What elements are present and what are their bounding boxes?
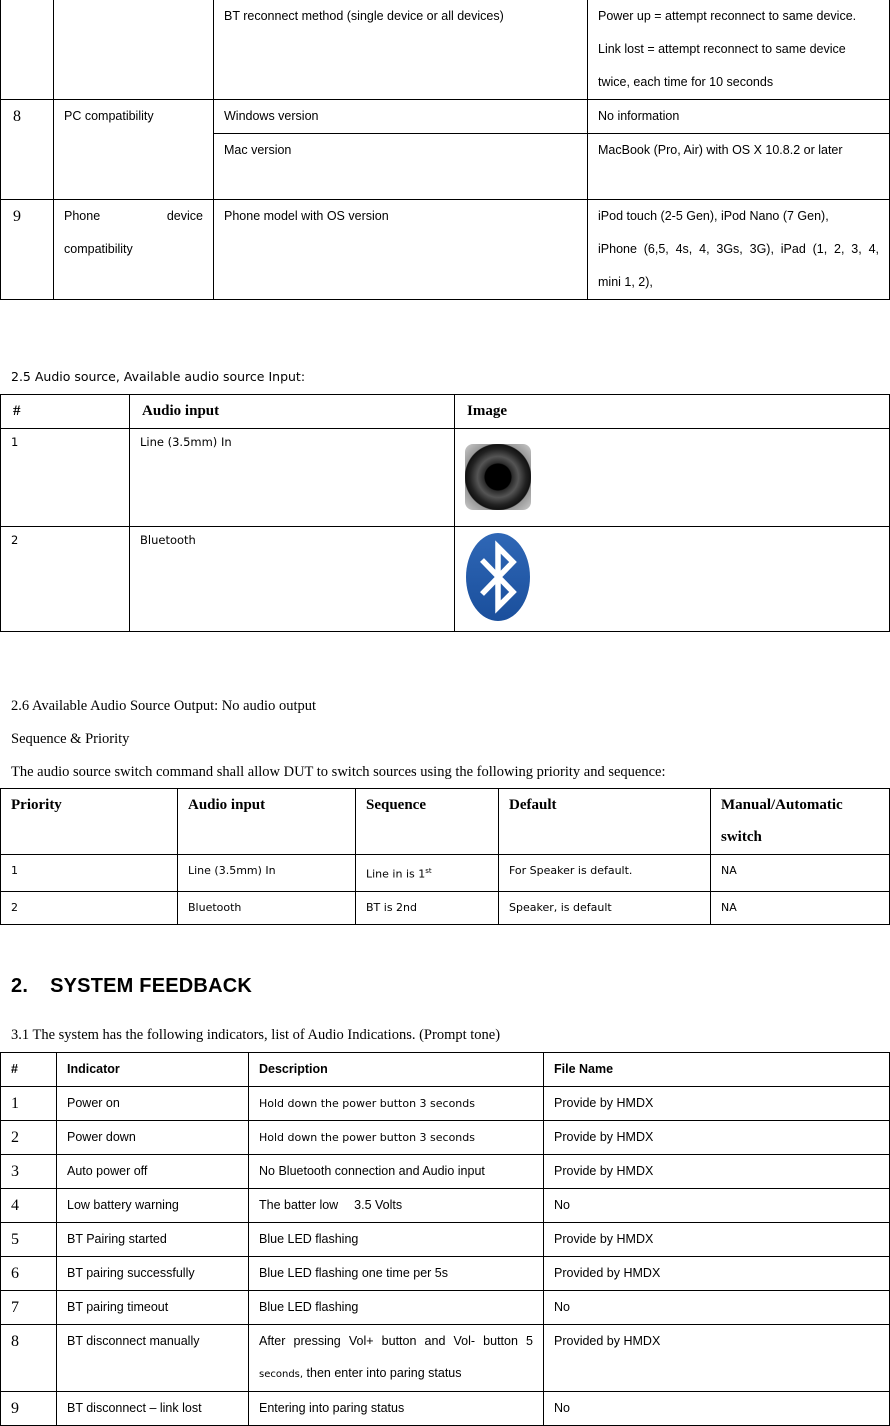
indicator-cell: BT pairing timeout	[57, 1291, 249, 1325]
header-audio-input: Audio input	[178, 789, 356, 855]
description-cell	[249, 1325, 544, 1392]
header-indicator: Indicator	[57, 1053, 249, 1087]
table-row	[1, 100, 890, 134]
description-cell: Blue LED flashing	[249, 1291, 544, 1325]
indicator-cell: BT disconnect – link lost	[57, 1392, 249, 1426]
header-file-name: File Name	[544, 1053, 890, 1087]
detail-line: mini 1, 2),	[598, 275, 653, 289]
header-description: Description	[249, 1053, 544, 1087]
file-name-cell: Provide by HMDX	[544, 1155, 890, 1189]
description-line	[259, 1357, 533, 1391]
file-name-cell: No	[544, 1291, 890, 1325]
detail-cell	[588, 200, 890, 300]
row-number: 2	[1, 1121, 57, 1155]
sequence-cell: BT is 2nd	[356, 891, 499, 924]
feature-line: compatibility	[64, 242, 133, 256]
item-cell: Windows version	[214, 100, 588, 134]
table-header-row	[1, 1053, 890, 1087]
file-name-cell: Provide by HMDX	[544, 1121, 890, 1155]
row-number: 2	[1, 527, 130, 632]
priority-table	[0, 788, 890, 925]
header-image: Image	[455, 395, 890, 429]
item-cell: BT reconnect method (single device or all devices)	[214, 0, 588, 100]
file-name-cell: Provide by HMDX	[544, 1087, 890, 1121]
feature-cell	[54, 0, 214, 100]
indicator-cell: Low battery warning	[57, 1189, 249, 1223]
row-number: 6	[1, 1257, 57, 1291]
file-name-cell: No	[544, 1392, 890, 1426]
table-row	[1, 1325, 890, 1392]
description-small: seconds,	[259, 1369, 304, 1380]
detail-line: iPhone (6,5, 4s, 4, 3Gs, 3G), iPad (1, 2, 3, 4,	[598, 242, 879, 256]
indicator-cell: Auto power off	[57, 1155, 249, 1189]
indicator-cell: BT Pairing started	[57, 1223, 249, 1257]
detail-line: iPod touch (2-5 Gen), iPod Nano (7 Gen),	[598, 209, 829, 223]
audio-input-cell: Bluetooth	[178, 891, 356, 924]
priority-cell: 2	[1, 891, 178, 924]
switch-cell: NA	[711, 891, 890, 924]
row-number: 8	[1, 1325, 57, 1392]
feature-cell: PC compatibility	[54, 100, 214, 200]
detail-cell: MacBook (Pro, Air) with OS X 10.8.2 or later	[588, 134, 890, 200]
section-2-6-subtitle: Sequence & Priority	[11, 731, 130, 747]
description-cell: Entering into paring status	[249, 1392, 544, 1426]
file-name-cell: Provide by HMDX	[544, 1223, 890, 1257]
table-header-row	[1, 395, 890, 429]
item-cell: Mac version	[214, 134, 588, 200]
indicator-cell: BT pairing successfully	[57, 1257, 249, 1291]
indicator-cell: BT disconnect manually	[57, 1325, 249, 1392]
row-index	[1, 0, 54, 100]
description-cell: No Bluetooth connection and Audio input	[249, 1155, 544, 1189]
compatibility-table	[0, 0, 890, 300]
section-2-5-title: 2.5 Audio source, Available audio source Input:	[11, 369, 306, 384]
table-row	[1, 429, 890, 527]
detail-cell: No information	[588, 100, 890, 134]
file-name-cell: Provided by HMDX	[544, 1325, 890, 1392]
section-number: 2.	[11, 975, 29, 997]
row-index: 9	[1, 200, 54, 300]
section-2-6-title: 2.6 Available Audio Source Output: No audio output	[11, 698, 317, 714]
description-cell: Hold down the power button 3 seconds	[249, 1121, 544, 1155]
description-line: After pressing Vol+ button and Vol- button 5	[259, 1334, 533, 1348]
header-switch-line: switch	[721, 829, 762, 845]
table-row	[1, 1121, 890, 1155]
sequence-text: Line in is 1	[366, 867, 426, 881]
header-sequence: Sequence	[356, 789, 499, 855]
section-title: SYSTEM FEEDBACK	[50, 975, 252, 997]
row-number: 1	[1, 429, 130, 527]
description-cell: Blue LED flashing	[249, 1223, 544, 1257]
file-name-cell: Provided by HMDX	[544, 1257, 890, 1291]
row-number: 1	[1, 1087, 57, 1121]
row-number: 9	[1, 1392, 57, 1426]
table-row	[1, 527, 890, 632]
detail-line: Power up = attempt reconnect to same device.	[598, 9, 857, 23]
header-audio-input: Audio input	[130, 395, 455, 429]
table-row	[1, 855, 890, 892]
table-row	[1, 0, 890, 100]
sequence-sup: st	[425, 867, 432, 875]
audio-input-cell: Bluetooth	[130, 527, 455, 632]
default-cell: For Speaker is default.	[499, 855, 711, 892]
description-cell: Blue LED flashing one time per 5s	[249, 1257, 544, 1291]
section-heading	[11, 975, 252, 998]
bluetooth-icon	[465, 532, 531, 622]
indicator-cell: Power on	[57, 1087, 249, 1121]
table-row	[1, 1189, 890, 1223]
item-cell: Phone model with OS version	[214, 200, 588, 300]
audio-jack-icon	[465, 444, 531, 510]
table-row	[1, 1257, 890, 1291]
image-cell	[455, 429, 890, 527]
table-row	[1, 1155, 890, 1189]
switch-cell: NA	[711, 855, 890, 892]
header-number: #	[1, 395, 130, 429]
table-row	[1, 1291, 890, 1325]
table-row	[1, 1087, 890, 1121]
sequence-cell	[356, 855, 499, 892]
description-rest: then enter into paring status	[303, 1366, 462, 1380]
file-name-cell: No	[544, 1189, 890, 1223]
table-header-row	[1, 789, 890, 855]
header-switch-line: Manual/Automatic	[721, 797, 843, 813]
table-row	[1, 891, 890, 924]
table-row	[1, 1392, 890, 1426]
row-number: 4	[1, 1189, 57, 1223]
indicator-table	[0, 1052, 890, 1426]
header-number: #	[1, 1053, 57, 1087]
priority-cell: 1	[1, 855, 178, 892]
audio-input-table	[0, 394, 890, 632]
row-number: 7	[1, 1291, 57, 1325]
description-cell: The batter low 3.5 Volts	[249, 1189, 544, 1223]
table-row	[1, 200, 890, 300]
section-intro: 3.1 The system has the following indicators, list of Audio Indications. (Prompt tone)	[11, 1027, 501, 1043]
section-2-6-description: The audio source switch command shall allow DUT to switch sources using the following priority and sequence:	[11, 764, 666, 780]
detail-cell	[588, 0, 890, 100]
feature-cell	[54, 200, 214, 300]
detail-line: twice, each time for 10 seconds	[598, 75, 774, 89]
default-cell: Speaker, is default	[499, 891, 711, 924]
row-number: 3	[1, 1155, 57, 1189]
header-default: Default	[499, 789, 711, 855]
row-number: 5	[1, 1223, 57, 1257]
row-index: 8	[1, 100, 54, 200]
header-switch	[711, 789, 890, 855]
audio-input-cell: Line (3.5mm) In	[178, 855, 356, 892]
audio-input-cell: Line (3.5mm) In	[130, 429, 455, 527]
header-priority: Priority	[1, 789, 178, 855]
detail-line: Link lost = attempt reconnect to same device	[598, 42, 846, 56]
indicator-cell: Power down	[57, 1121, 249, 1155]
feature-line: Phone device	[64, 209, 203, 223]
table-row	[1, 1223, 890, 1257]
description-cell: Hold down the power button 3 seconds	[249, 1087, 544, 1121]
image-cell	[455, 527, 890, 632]
